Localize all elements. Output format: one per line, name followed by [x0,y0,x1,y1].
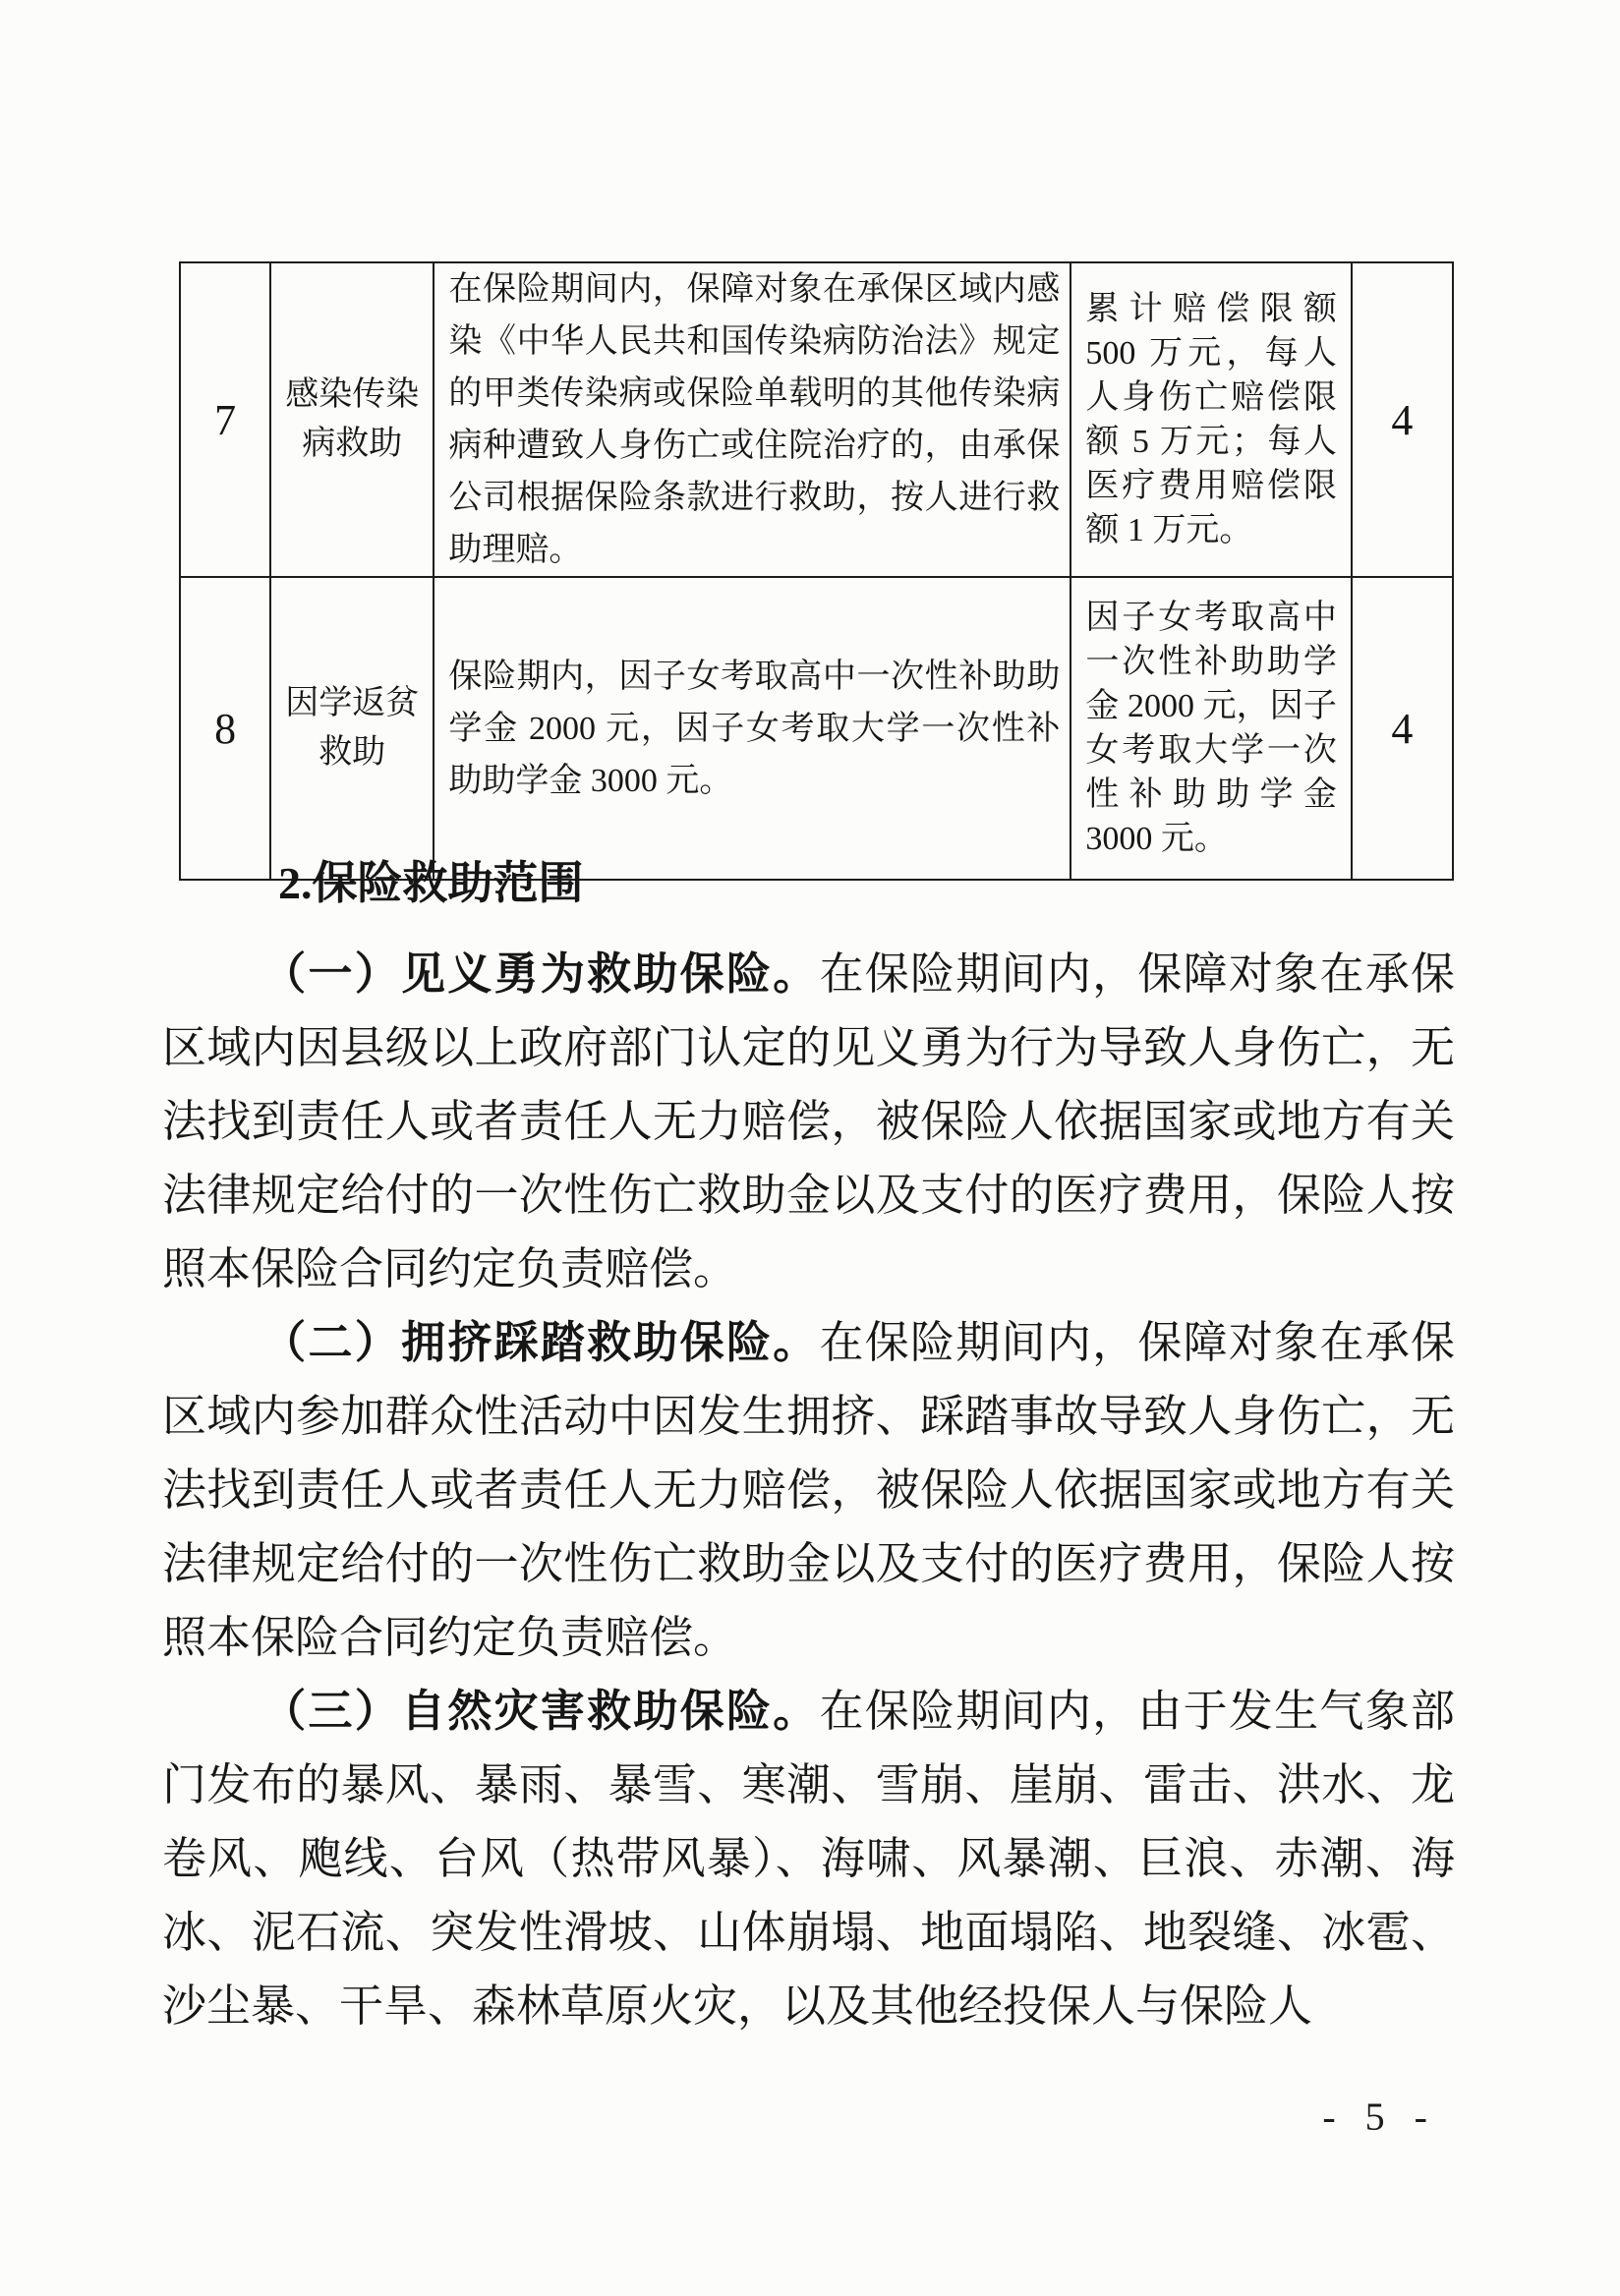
paragraph-2 [162,1306,1455,1675]
row8-description-cell: 保险期内，因子女考取高中一次性补助助学金 2000 元，因子女考取大学一次性补助助学金 3000 元。 [434,577,1070,880]
paragraph-1 [162,938,1455,1306]
paragraph-1-lead: （一）见义勇为救助保险。 [261,949,820,999]
row7-score-cell: 4 [1352,262,1453,577]
paragraph-3-lead: （三）自然灾害救助保险。 [261,1687,820,1736]
row8-limit-cell: 因子女考取高中一次性补助助学金 2000 元，因子女考取大学一次性补助助学金 3000 元。 [1070,577,1351,880]
row7-limit-cell: 累计赔偿限额 500 万元，每人人身伤亡赔偿限额 5 万元；每人医疗费用赔偿限额 1 万元。 [1070,262,1351,577]
paragraph-3 [162,1675,1455,2043]
row8-score-cell: 4 [1352,577,1453,880]
page-number: - 5 - [1322,2095,1437,2139]
row8-item-name-cell: 因学返贫救助 [270,577,434,880]
paragraph-2-lead: （二）拥挤踩踏救助保险。 [261,1318,820,1367]
row7-item-name-cell: 感染传染病救助 [270,262,434,577]
paragraph-2-body: 在保险期间内，保障对象在承保区域内参加群众性活动中因发生拥挤、踩踏事故导致人身伤亡，无法找到责任人或者责任人无力赔偿，被保险人依据国家或地方有关法律规定给付的一次性伤亡救助金以及支付的医疗费用，保险人按照本保险合同约定负责赔偿。 [162,1318,1455,1662]
section-heading: 2.保险救助范围 [278,858,584,908]
row8-number-cell: 8 [180,577,270,880]
row7-description-cell: 在保险期间内，保障对象在承保区域内感染《中华人民共和国传染病防治法》规定的甲类传染病或保险单载明的其他传染病病种遭致人身伤亡或住院治疗的，由承保公司根据保险条款进行救助，按人进行救助理赔。 [434,262,1070,577]
insurance-schedule-table [179,261,1454,881]
paragraph-1-body: 在保险期间内，保障对象在承保区域内因县级以上政府部门认定的见义勇为行为导致人身伤亡，无法找到责任人或者责任人无力赔偿，被保险人依据国家或地方有关法律规定给付的一次性伤亡救助金以及支付的医疗费用，保险人按照本保险合同约定负责赔偿。 [162,949,1455,1293]
paragraph-3-body: 在保险期间内，由于发生气象部门发布的暴风、暴雨、暴雪、寒潮、雪崩、崖崩、雷击、洪水、龙卷风、飑线、台风（热带风暴）、海啸、风暴潮、巨浪、赤潮、海冰、泥石流、突发性滑坡、山体崩塌、地面塌陷、地裂缝、冰雹、沙尘暴、干旱、森林草原火灾，以及其他经投保人与保险人 [162,1687,1455,2031]
body-content [162,833,1455,2043]
row7-number-cell: 7 [180,262,270,577]
table-row-7 [180,262,1453,577]
